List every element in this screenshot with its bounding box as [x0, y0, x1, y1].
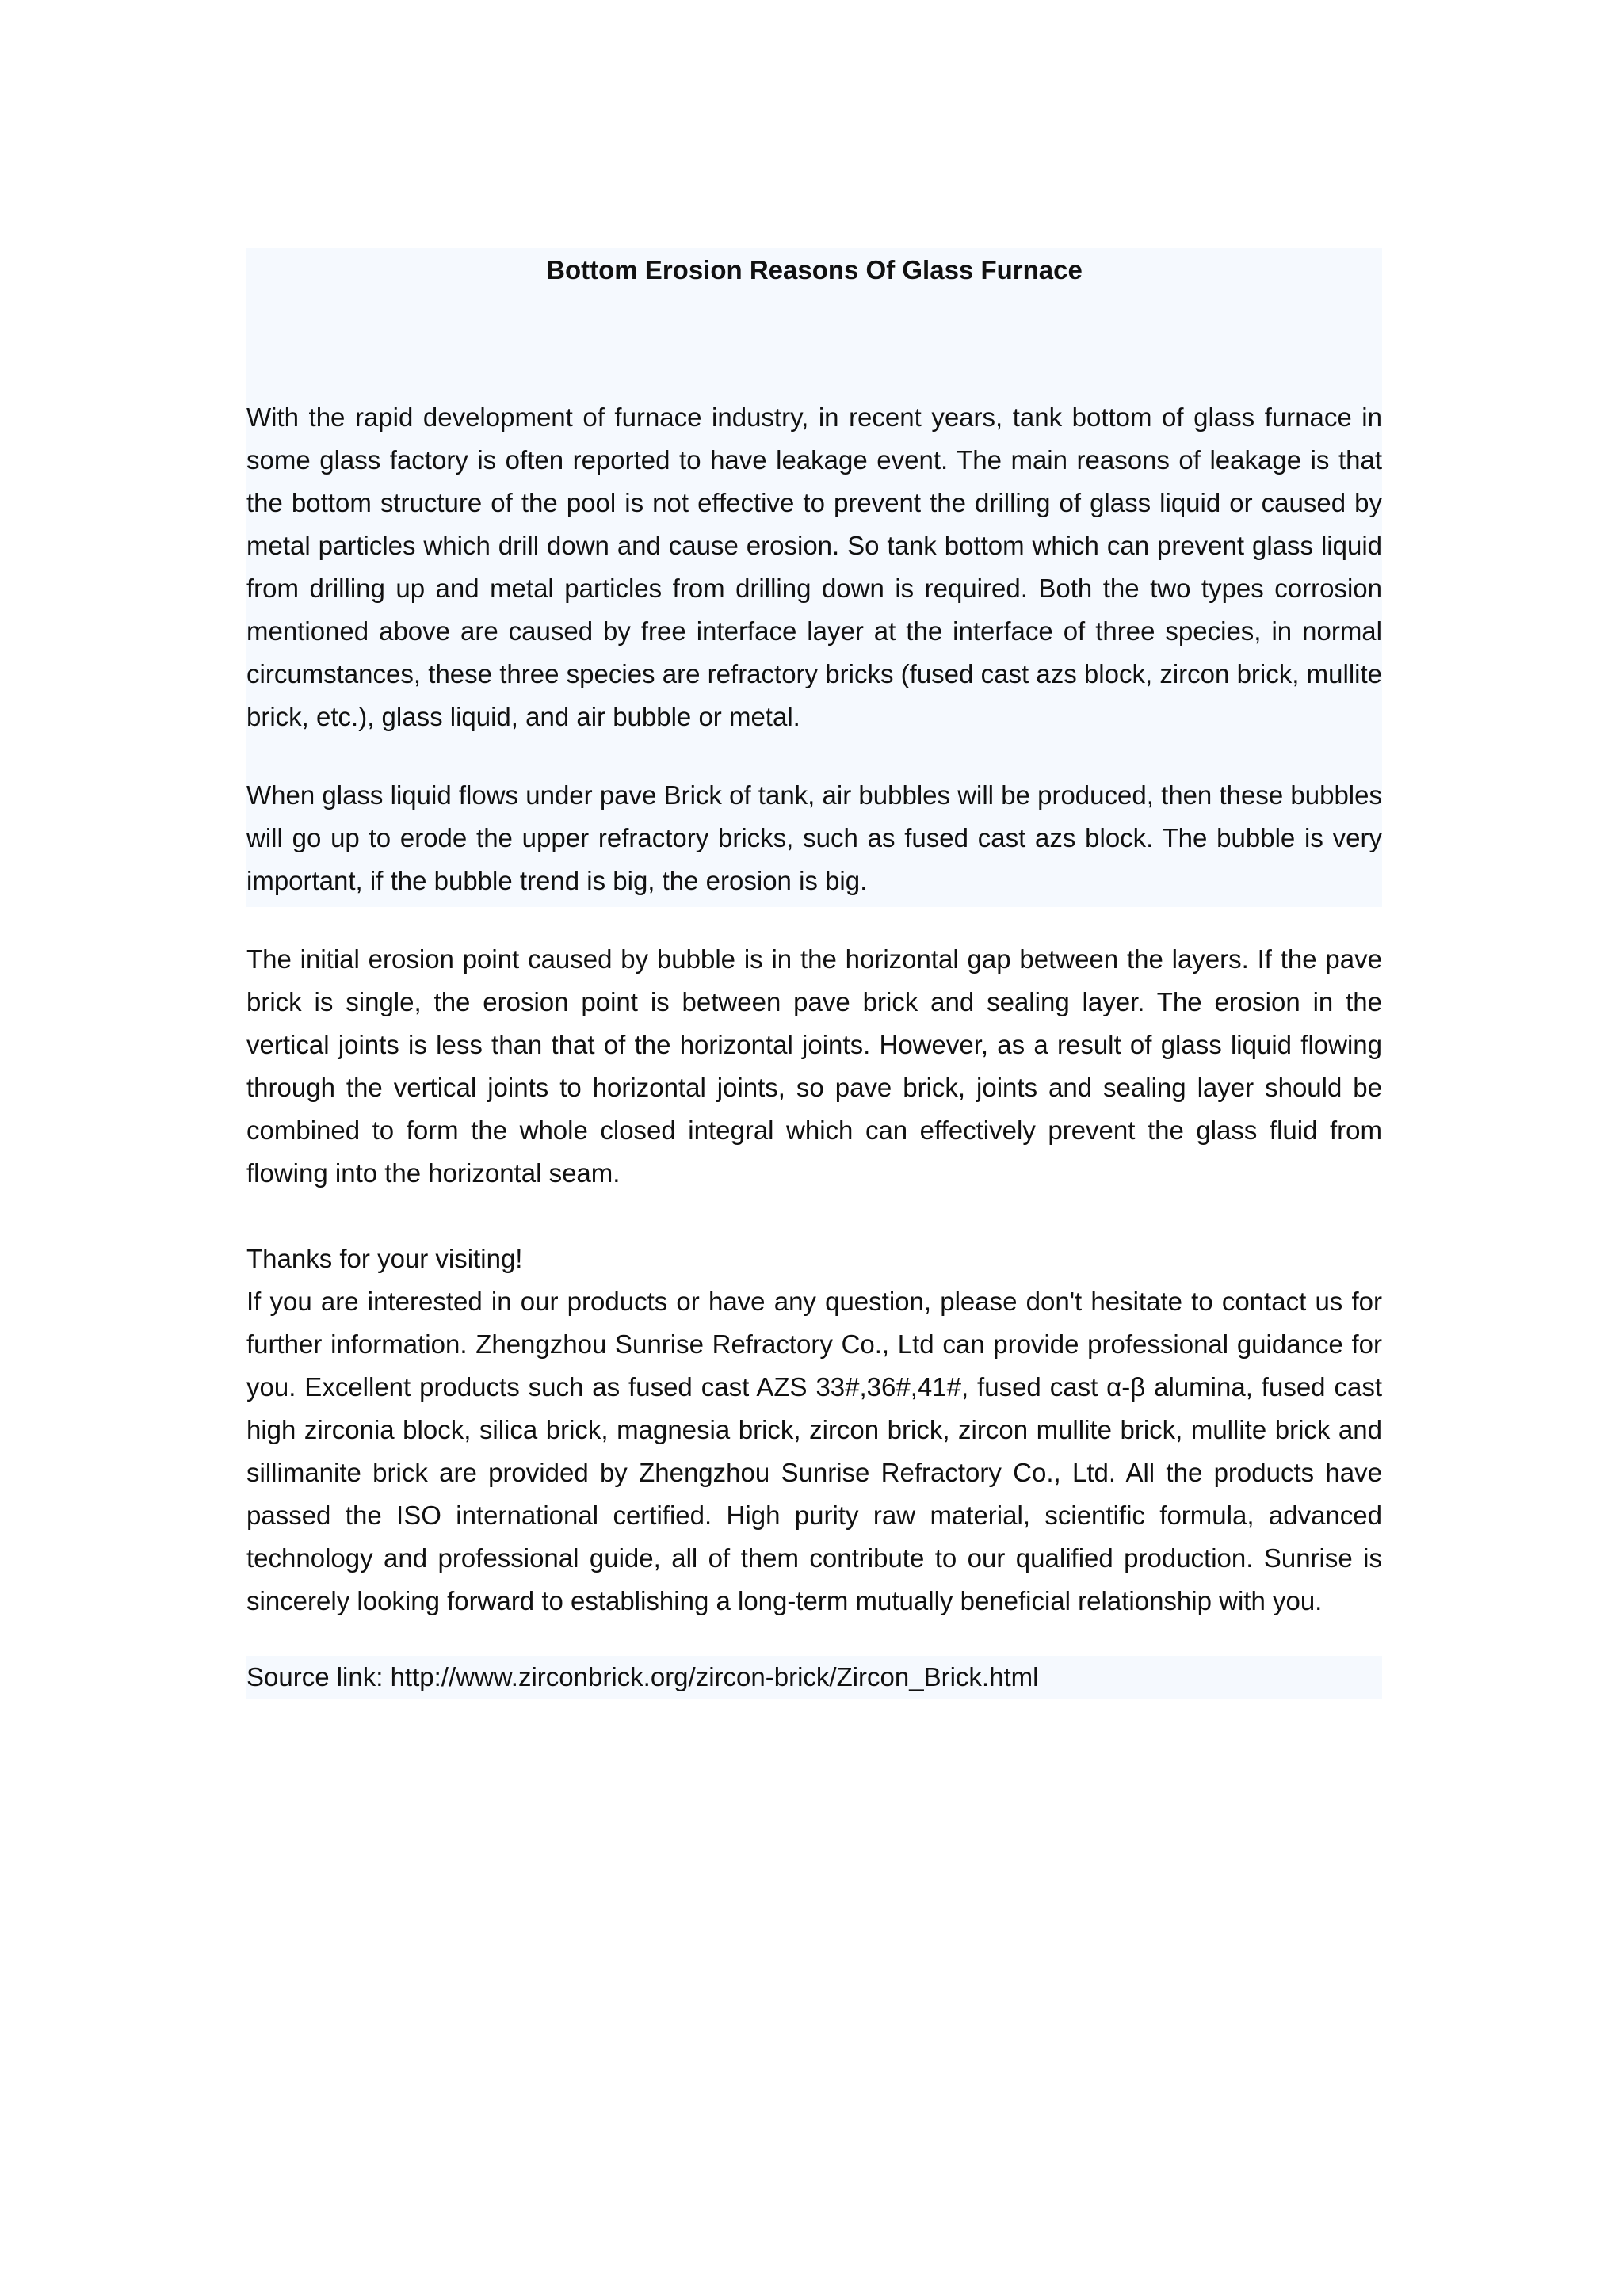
paragraph-spacing: [246, 743, 1382, 774]
title-spacing: [246, 371, 1382, 396]
blank-line: [246, 1195, 1382, 1238]
paragraph-spacing: [246, 907, 1382, 938]
paragraph-contact: If you are interested in our products or have any question, please don't hesitate to contact us for further information. Zhengzhou Sunrise Refractory Co., Ltd can provide professional guidance for you. Excellent products such as fused cast AZS 33#,36#,41#, fused cast α-β alumina, fused cast high zirconia block, silica brick, magnesia brick, zircon brick, zircon mullite brick, mullite brick and sillimanite brick are provided by Zhengzhou Sunrise Refractory Co., Ltd. All the products have passed the ISO international certified. High purity raw material, scientific formula, advanced technology and professional guide, all of them contribute to our qualified production. Sunrise is sincerely looking forward to establishing a long-term mutually beneficial relationship with you.: [246, 1287, 1382, 1615]
document-title: Bottom Erosion Reasons Of Glass Furnace: [546, 255, 1083, 284]
paragraph-erosion-point: The initial erosion point caused by bubble is in the horizontal gap between the layers. If the pave brick is single, the erosion point is between pave brick and sealing layer. The erosion in the vertical joints is less than that of the horizontal joints. However, as a result of glass liquid flowing through the vertical joints to horizontal joints, so pave brick, joints and sealing layer should be combined to form the whole closed integral which can effectively prevent the glass fluid from flowing into the horizontal seam.: [246, 944, 1382, 1188]
title-block: [246, 248, 1382, 371]
paragraph-intro: With the rapid development of furnace industry, in recent years, tank bottom of glass furnace in some glass factory is often reported to have leakage event. The main reasons of leakage is that the bottom structure of the pool is not effective to prevent the drilling of glass liquid or caused by metal particles which drill down and cause erosion. So tank bottom which can prevent glass liquid from drilling up and metal particles from drilling down is required. Both the two types corrosion mentioned above are caused by free interface layer at the interface of three species, in normal circumstances, these three species are refractory bricks (fused cast azs block, zircon brick, mullite brick, etc.), glass liquid, and air bubble or metal.: [246, 396, 1382, 743]
document-body: [246, 248, 1382, 1699]
paragraph-spacing: [246, 1623, 1382, 1656]
paragraph-bubbles: When glass liquid flows under pave Brick of tank, air bubbles will be produced, then these bubbles will go up to erode the upper refractory bricks, such as fused cast azs block. The bubble is very important, if the bubble trend is big, the erosion is big.: [246, 774, 1382, 907]
thanks-line: Thanks for your visiting!: [246, 1244, 523, 1273]
source-link[interactable]: Source link: http://www.zirconbrick.org/zircon-brick/Zircon_Brick.html: [246, 1656, 1382, 1699]
